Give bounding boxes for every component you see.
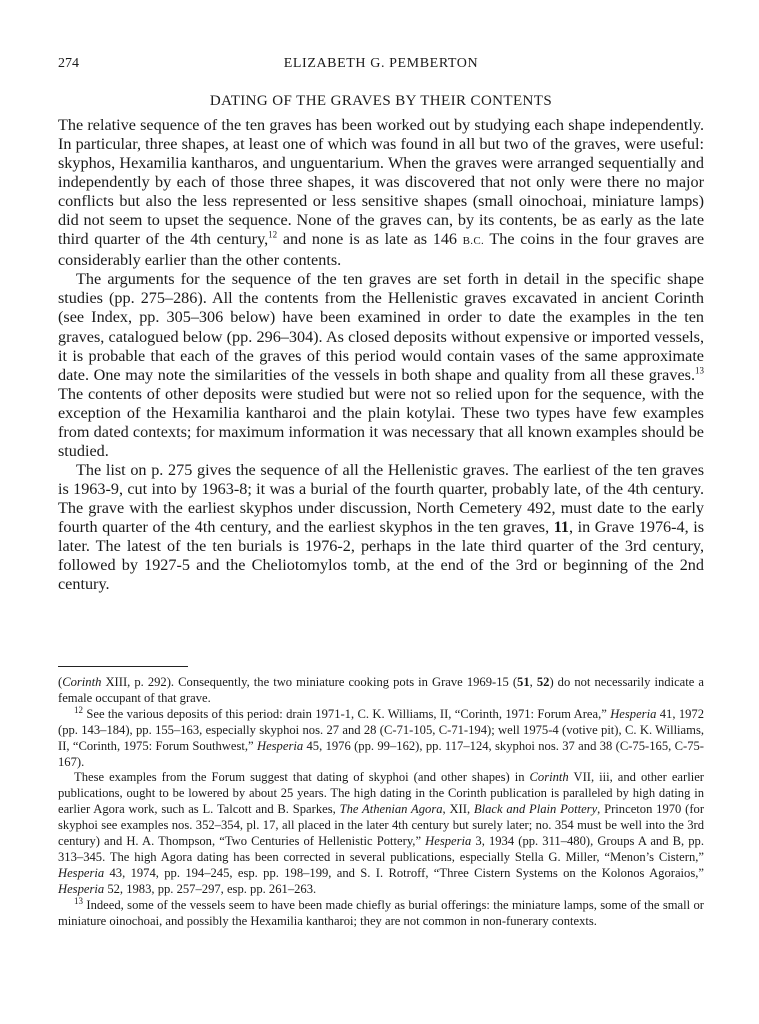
footnote-ref-13[interactable]: 13 bbox=[695, 365, 704, 376]
running-head-author: ELIZABETH G. PEMBERTON bbox=[283, 56, 479, 71]
footnotes bbox=[58, 675, 704, 930]
footnote-number-12: 12 bbox=[74, 704, 83, 715]
running-head bbox=[58, 56, 704, 76]
paragraph-3: The list on p. 275 gives the sequence of all the Hellenistic graves. The earliest of the ten graves is 1963-9, cut into by 1963-8; it was a burial of the fourth quarter, probably late, of the 4th century. The grave with the earliest skyphos under discussion, North Cemetery 492, must date to the early fourth quarter of the 4th century, and the earliest skyphos in the ten graves, 11, in Grave 1976-4, is later. The latest of the ten burials is 1976-2, perhaps in the late third quarter of the 3rd century, followed by 1927-5 and the Cheliotomylos tomb, at the end of the 3rd or beginning of the 2nd century. bbox=[58, 460, 705, 594]
catalogue-number: 11 bbox=[553, 517, 569, 536]
page-number: 274 bbox=[58, 56, 79, 71]
footnote-12: $^{12}$ See the various deposits of this period: drain 1971-1, C. K. Williams, II, “Corinth, 1971: Forum Area,” Hesperia 41, 1972 (pp. 143–184), pp. 155–163, especially skyphoi nos. 27 and 28 (C-71-105, C-71-194); well 1975-4 (votive pit), C. K. Williams, II, “Corinth, 1975: Forum Southwest,” Hesperia 45, 1976 (pp. 99–162), pp. 117–124, skyphoi nos. 37 and 38 (C-75-165, C-75-167). bbox=[58, 704, 705, 769]
footnote-divider bbox=[58, 666, 188, 667]
body-text bbox=[58, 116, 704, 594]
footnote-13: $^{13}$ Indeed, some of the vessels seem to have been made chiefly as burial offerings: the miniature lamps, some of the small or miniature oinochoai, and possibly the Hexamilia kantharoi; they are not common in non-funerary contexts. bbox=[58, 895, 704, 928]
section-title: DATING OF THE GRAVES BY THEIR CONTENTS bbox=[209, 93, 553, 109]
paragraph-1: The relative sequence of the ten graves has been worked out by studying each shape independently. In particular, three shapes, at least one of which was found in all but two of the graves, were useful: skyphos, Hexamilia kantharos, and unguentarium. When the graves were arranged sequentially and independently by each of those three shapes, it was discovered that not only were there no major conflicts but also the less represented or less sensitive shapes (small oinochoai, miniature lamps) did not seem to upset the sequence. None of the graves can, by its contents, be as early as the late third quarter of the 4th century,$^{12}$ and none is as late as 146 B.C. The coins in the four graves are considerably earlier than the other contents. bbox=[58, 116, 705, 270]
bc-abbreviation: B.C. bbox=[462, 235, 485, 248]
paragraph-2: The arguments for the sequence of the ten graves are set forth in detail in the specific shape studies (pp. 275–286). All the contents from the Hellenistic graves excavated in ancient Corinth (see Index, pp. 305–306 below) have been examined in order to date the examples in the ten graves, catalogued below (pp. 296–304). As closed deposits without expensive or imported vessels, it is probable that each of the graves of this period would contain vases of the same approximate date. One may note the similarities of the vessels in both shape and quality from all these graves.$^{13}$ The contents of other deposits were studied but were not so relied upon for the sequence, with the exception of the Hexamilia kantharoi and the plain kotylai. These two types have few examples from dated contexts; for maximum information it was necessary that all known examples should be studied. bbox=[58, 270, 704, 460]
footnote-continuation: (Corinth XIII, p. 292). Consequently, the two miniature cooking pots in Grave 1969-15 (51, 52) do not necessarily indicate a female occupant of that grave. bbox=[58, 675, 704, 705]
footnote-12-continued: These examples from the Forum suggest that dating of skyphoi (and other shapes) in Corinth VII, iii, and other earlier publications, ought to be lowered by about 25 years. The high dating in the Corinth publication is paralleled by high dating in earlier Agora work, such as L. Talcott and B. Sparkes, The Athenian Agora, XII, Black and Plain Pottery, Princeton 1970 (for skyphoi see examples nos. 352–354, pl. 17, all placed in the later 4th century but surely later; no. 354 must be well into the 3rd century) and H. A. Thompson, “Two Centuries of Hellenistic Pottery,” Hesperia 3, 1934 (pp. 311–480), Groups A and B, pp. 313–345. The high Agora dating has been corrected in several publications, especially Stella G. Miller, “Menon’s Cistern,” Hesperia 43, 1974, pp. 194–245, esp. pp. 198–199, and S. I. Rotroff, “Three Cistern Systems on the Kolonos Agoraios,” Hesperia 52, 1983, pp. 257–297, esp. pp. 261–263. bbox=[58, 770, 705, 896]
footnote-number-13: 13 bbox=[74, 895, 83, 906]
footnote-ref-12[interactable]: 12 bbox=[268, 229, 278, 240]
